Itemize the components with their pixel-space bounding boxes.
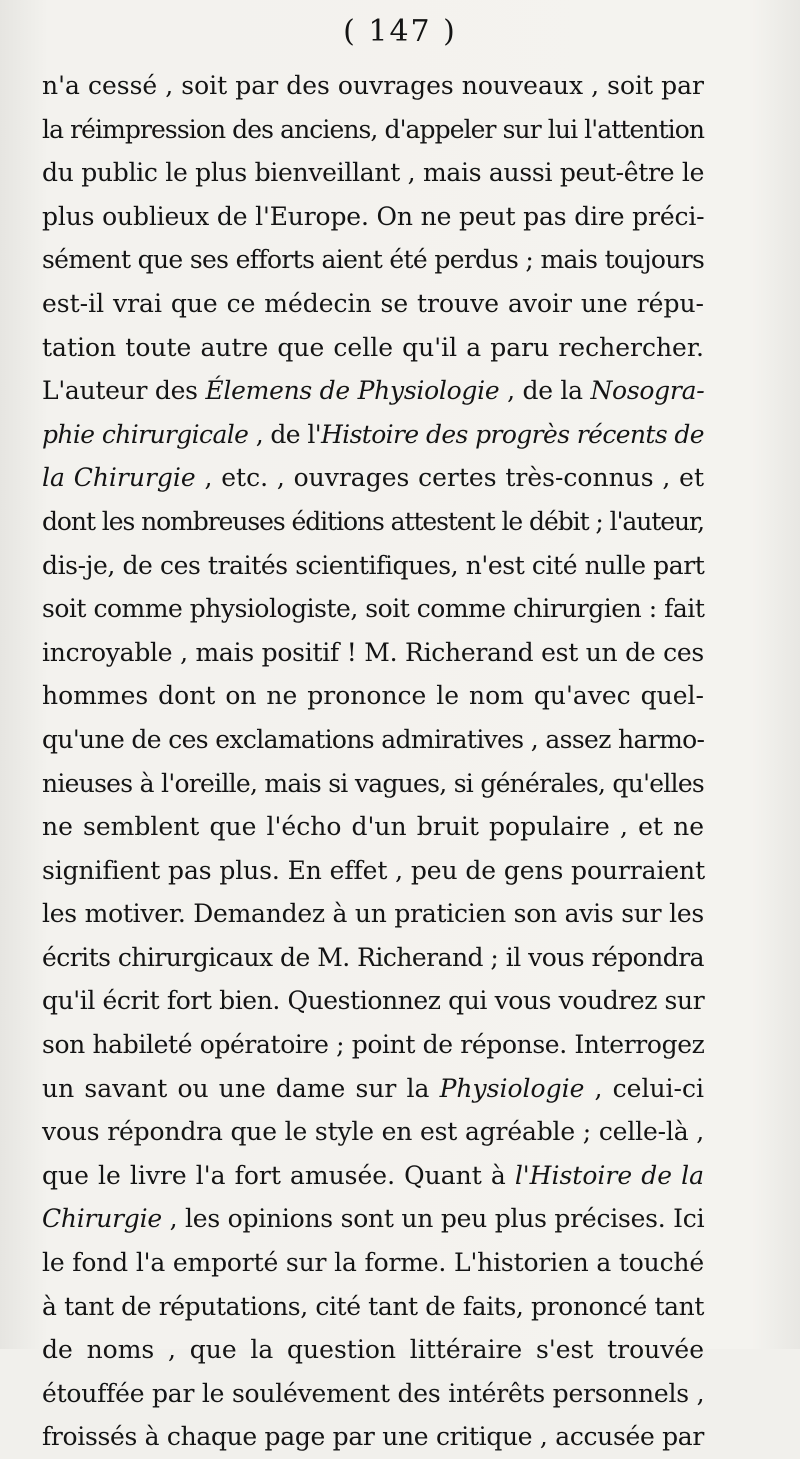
text-line (42, 64, 704, 108)
text-line (42, 979, 704, 1023)
text-segment: n'a cessé , soit par des ouvrages nouveaux , soit par (42, 71, 704, 100)
text-segment: froissés à chaque page par une critique , accusée par (42, 1422, 704, 1452)
text-line (42, 544, 704, 588)
text-segment: hommes dont on ne prononce le nom qu'avec quel- (42, 681, 704, 711)
text-segment: tation toute autre que celle qu'il a paru rechercher. (42, 332, 704, 362)
text-segment: vous répondra que le style en est agréable ; celle-là , (42, 1117, 705, 1147)
body-text (42, 64, 704, 1459)
text-segment: est-il vrai que ce médecin se trouve avoir une répu- (42, 288, 704, 318)
text-segment: , celui-ci (584, 1073, 704, 1103)
italic-title: phie chirurgicale (42, 419, 249, 449)
text-line (42, 369, 704, 413)
text-line (42, 195, 704, 239)
text-line (42, 238, 704, 282)
text-line (42, 762, 704, 806)
text-line (42, 500, 704, 544)
text-segment: soit comme physiologiste, soit comme chirurgien : fait (42, 594, 705, 624)
italic-title: Chirurgie (42, 1204, 162, 1234)
text-segment: qu'une de ces exclamations admiratives , assez harmo- (42, 724, 705, 754)
text-segment: nieuses à l'oreille, mais si vagues, si générales, qu'elles (42, 768, 704, 798)
text-line (42, 805, 704, 849)
text-line (42, 1241, 704, 1285)
text-segment: de noms , que la question littéraire s'est trouvée (42, 1335, 704, 1365)
text-line (42, 108, 704, 152)
text-segment: son habileté opératoire ; point de réponse. Interrogez (42, 1030, 705, 1060)
text-segment: dis-je, de ces traités scientifiques, n'est cité nulle part (42, 550, 705, 580)
text-line (42, 631, 704, 675)
text-line (42, 936, 704, 980)
text-line (42, 1415, 704, 1459)
text-segment: les motiver. Demandez à un praticien son avis sur les (42, 899, 704, 929)
text-segment: sément que ses efforts aient été perdus ; mais toujours (42, 245, 705, 275)
italic-title: la Chirurgie (42, 463, 196, 493)
text-segment: écrits chirurgicaux de M. Richerand ; il vous répondra (42, 942, 704, 972)
text-line (42, 892, 704, 936)
text-line (42, 151, 704, 195)
text-line (42, 456, 704, 500)
text-line (42, 1023, 704, 1067)
italic-title: Élemens de Physiologie (205, 376, 500, 406)
text-line (42, 413, 704, 457)
text-segment: incroyable , mais positif ! M. Richerand est un de ces (42, 637, 704, 667)
text-line (42, 849, 704, 893)
text-line (42, 718, 704, 762)
text-segment: qu'il écrit fort bien. Questionnez qui vous voudrez sur (42, 986, 705, 1016)
text-segment: que le livre l'a fort amusée. Quant à (42, 1160, 515, 1190)
text-line (42, 674, 704, 718)
text-segment: L'auteur des (42, 376, 206, 406)
text-segment: étouffée par le soulévement des intérêts personnels , (42, 1378, 705, 1408)
text-line (42, 1154, 704, 1198)
text-line (42, 1197, 704, 1241)
text-segment: ne semblent que l'écho d'un bruit populaire , et ne (42, 812, 704, 842)
text-line (42, 282, 704, 326)
text-segment: à tant de réputations, cité tant de faits, prononcé tant (42, 1291, 704, 1321)
text-segment: , etc. , ouvrages certes très-connus , et (195, 463, 704, 493)
text-segment: un savant ou une dame sur la (42, 1073, 440, 1103)
italic-title: Nosogra- (590, 376, 705, 406)
bleed-through-text (60, 1318, 680, 1338)
text-segment: , de la (499, 376, 591, 406)
text-segment: dont les nombreuses éditions attestent le débit ; l'auteur, (42, 506, 705, 536)
text-segment: , les opinions sont un peu plus précises. Ici (161, 1204, 705, 1234)
text-segment: plus oublieux de l'Europe. On ne peut pas dire préci- (42, 201, 705, 231)
page-number: ( 147 ) (343, 14, 457, 49)
text-line (42, 326, 704, 370)
text-line (42, 1067, 704, 1111)
text-line (42, 587, 704, 631)
italic-title: Histoire des progrès récents de (320, 419, 704, 449)
text-segment: , de l' (248, 419, 321, 449)
text-segment: le fond l'a emporté sur la forme. L'historien a touché (42, 1248, 704, 1278)
text-segment: du public le plus bienveillant , mais aussi peut-être le (42, 158, 705, 188)
italic-title: Physiologie (439, 1073, 585, 1103)
italic-title: l'Histoire de la (514, 1160, 704, 1190)
text-segment: signifient pas plus. En effet , peu de gens pourraient (42, 855, 706, 885)
text-segment: la réimpression des anciens, d'appeler sur lui l'attention (42, 114, 705, 144)
text-line (42, 1110, 704, 1154)
text-line (42, 1372, 704, 1416)
